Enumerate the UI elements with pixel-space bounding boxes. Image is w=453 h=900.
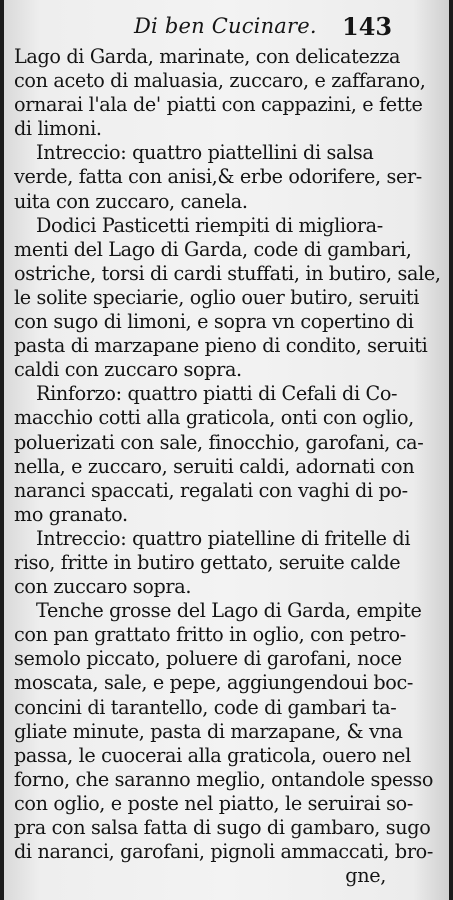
page-body [14, 45, 444, 888]
text-line: Intreccio: quattro piatelline di fritelle di [36, 526, 411, 550]
page-number: 143 [342, 12, 393, 41]
text-line: con aceto di maluasia, zuccaro, e zaffarano, [14, 69, 426, 93]
text-line: con sugo di limoni, e sopra vn copertino di [14, 310, 414, 334]
text-line: semolo piccato, poluere di garofani, noce [14, 647, 402, 671]
page-header [4, 14, 449, 42]
text-line: di naranci, garofani, pignoli ammaccati, bro- [14, 840, 434, 864]
text-line: uita con zuccaro, canela. [14, 189, 248, 213]
running-head: Di ben Cucinare. [134, 14, 317, 38]
text-line: Lago di Garda, marinate, con delicatezza [14, 45, 401, 68]
text-line: pasta di marzapane pieno di condito, seruiti [14, 334, 428, 358]
text-line: le solite speciarie, oglio ouer butiro, seruiti [14, 285, 420, 309]
text-line: concini di tarantello, code di gambari ta- [14, 695, 397, 719]
text-line: con zuccaro sopra. [14, 575, 192, 599]
text-line: nella, e zuccaro, seruiti caldi, adornati con [14, 454, 415, 478]
text-line: Rinforzo: quattro piatti di Cefali di Co- [36, 382, 398, 406]
text-line: Tenche grosse del Lago di Garda, empite [36, 599, 422, 623]
text-line: menti del Lago di Garda, code di gambari, [14, 237, 412, 261]
text-line: mo granato. [14, 502, 128, 526]
text-line: forno, che saranno meglio, ontandole spesso [14, 767, 434, 791]
book-page [4, 0, 449, 900]
text-line: poluerizati con sale, finocchio, garofani, ca- [14, 430, 424, 454]
text-line: caldi con zuccaro sopra. [14, 358, 242, 382]
text-line: gne, [345, 864, 386, 888]
text-line: pra con salsa fatta di sugo di gambaro, sugo [14, 816, 431, 839]
text-line: riso, fritte in butiro gettato, seruite calde [14, 550, 401, 574]
text-line: gliate minute, pasta di marzapane, & vna [14, 719, 403, 743]
text-line: ornarai l'ala de' piatti con cappazini, e fette [14, 93, 423, 117]
text-line: ostriche, torsi di cardi stuffati, in butiro, sale, [14, 261, 441, 285]
text-line: verde, fatta con anisi,& erbe odorifere, ser- [14, 165, 422, 189]
text-line: Intreccio: quattro piattellini di salsa [36, 141, 374, 165]
text-line: di limoni. [14, 117, 102, 141]
text-line: con pan grattato fritto in oglio, con petro- [14, 623, 406, 647]
text-line: passa, le cuocerai alla graticola, ouero nel [14, 743, 411, 767]
text-line: macchio cotti alla graticola, onti con oglio, [14, 406, 414, 430]
text-line: naranci spaccati, regalati con vaghi di po- [14, 478, 408, 502]
text-line: con oglio, e poste nel piatto, le seruirai so- [14, 791, 413, 815]
text-line: Dodici Pasticetti riempiti di migliora- [36, 213, 383, 237]
text-line: moscata, sale, e pepe, aggiungendoui boc- [14, 671, 414, 695]
